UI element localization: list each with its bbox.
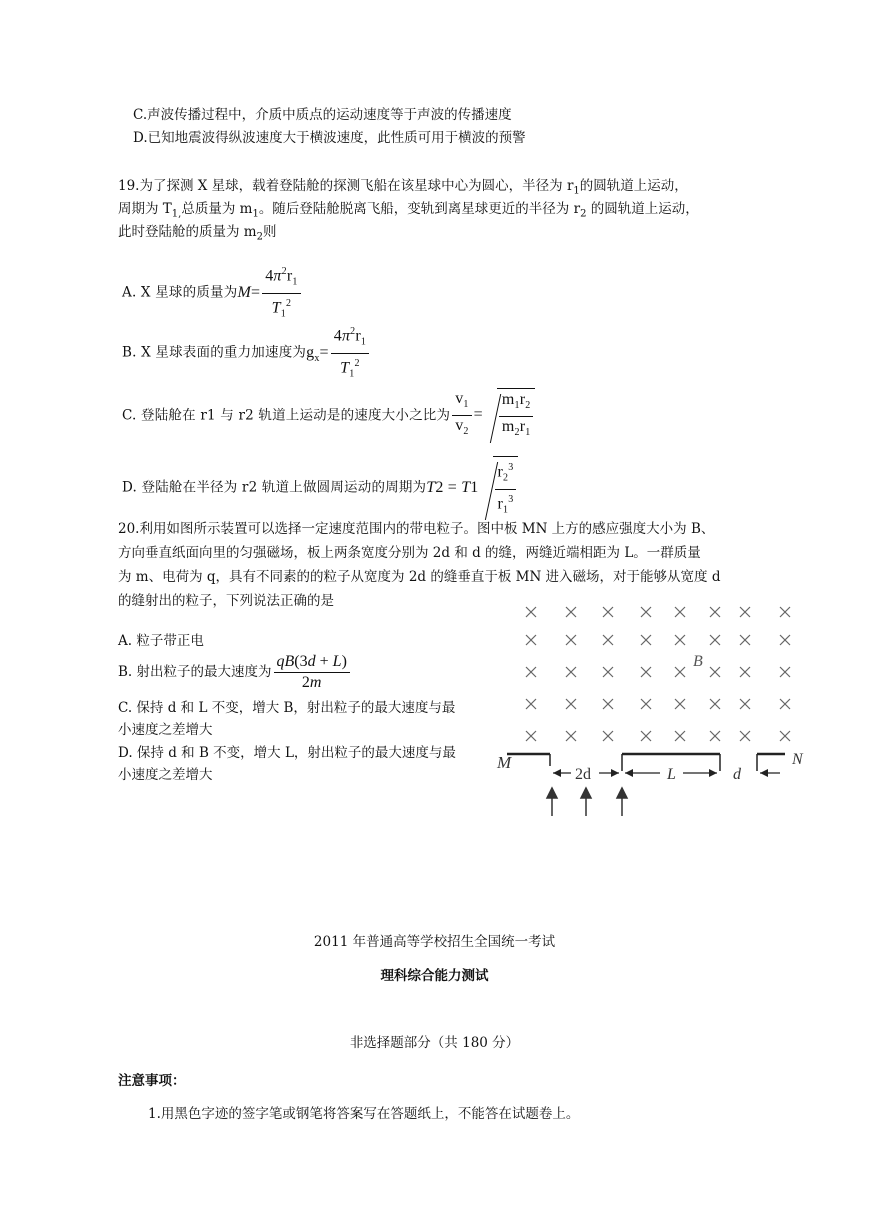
q20-stem-line-4: 的缝射出的粒子，下列说法正确的是	[118, 593, 334, 609]
plate-label-m: M	[497, 753, 512, 772]
q20-stem-line-2: 方向垂直纸面向里的匀强磁场，板上两条宽度分别为 2d 和 d 的缝，两缝近端相距为 L。一群质量	[118, 545, 701, 561]
incoming-particle-arrows	[547, 788, 627, 816]
q19-option-b: B. X 星球表面的重力加速度为$g_x=$ $\frac{4\pi^2r_1}{T_1^2}$	[122, 322, 371, 384]
plate-label-n: N	[792, 751, 803, 768]
dim-label-l: L	[667, 766, 676, 783]
q20-option-d-line-2: 小速度之差增大	[118, 767, 213, 783]
exam-title: 2011 年普通高等学校招生全国统一考试	[313, 934, 556, 950]
notice-item-1: 1.用黑色字迹的签字笔或钢笔将答案写在答题纸上，不能答在试题卷上。	[148, 1106, 580, 1122]
q20-option-c-line-1: C. 保持 d 和 L 不变，增大 B，射出粒子的最大速度与最	[118, 700, 456, 716]
q20-option-c-line-2: 小速度之差增大	[118, 722, 213, 738]
q19-stem-line-2: 周期为 $T_{1,}$总质量为 $m_1$。随后登陆舱脱离飞船，变轨到离星球更近的半径为 $r_2$ 的圆轨道上运动，	[118, 201, 699, 220]
notice-heading: 注意事项：	[118, 1073, 186, 1089]
dim-d-arrowhead	[760, 769, 768, 777]
q19-option-d: D. 登陆舱在半径为 r2 轨道上做圆周运动的周期为T2 = T1 $\frac{r_2^3}{r_1^3}$	[122, 456, 518, 520]
field-crosses	[526, 607, 790, 741]
q19-option-a: A. X 星球的质量为M= $\frac{4\pi^2r_1}{T_1^2}$	[122, 262, 303, 324]
dim-2d-right-arrowhead	[611, 769, 619, 777]
dim-label-d: d	[733, 766, 741, 783]
magnetic-field-figure	[495, 596, 815, 826]
q19-stem-line-3: 此时登陆舱的质量为 $m_2$则	[118, 224, 277, 243]
q18-option-c: C.声波传播过程中，介质中质点的运动速度等于声波的传播速度	[133, 107, 512, 123]
dim-label-2d	[575, 766, 591, 783]
q20-option-d-line-1: D. 保持 d 和 B 不变，增大 L，射出粒子的最大速度与最	[118, 745, 456, 761]
subject-title: 理科综合能力测试	[380, 968, 489, 984]
section-title: 非选择题部分（共 180 分）	[349, 1035, 520, 1051]
q20-option-b: B. 射出粒子的最大速度为 $\frac{qB(3d + L)}{2m}$	[118, 652, 352, 693]
dim-l-right-arrowhead	[709, 769, 717, 777]
q19-stem-line-1: 19.为了探测 X 星球，载着登陆舱的探测飞船在该星球中心为圆心，半径为 $r_1$的圆轨道上运动，	[118, 178, 688, 197]
dim-label-2d-text: 2d	[575, 766, 591, 783]
dim-2d-left-arrowhead	[553, 769, 561, 777]
q18-option-d: D.已知地震波得纵波速度大于横波速度，此性质可用于横波的预警	[133, 130, 526, 146]
q20-stem-line-3: 为 m、电荷为 q，具有不同素的的粒子从宽度为 2d 的缝垂直于板 MN 进入磁场，对于能够从宽度 d	[118, 569, 721, 585]
dim-l-left-arrowhead	[625, 769, 633, 777]
q20-stem-line-1: 20.利用如图所示装置可以选择一定速度范围内的带电粒子。图中板 MN 上方的感应强度大小为 B、	[118, 521, 715, 537]
field-label-b: B	[693, 653, 703, 670]
q20-option-a: A. 粒子带正电	[118, 633, 204, 649]
q19-option-c: C. 登陆舱在 r1 与 r2 轨道上运动是的速度大小之比为 $\frac{v_1}{v_2}$ = $\frac{m_1r_2}{m_2r_1}$	[122, 388, 535, 443]
